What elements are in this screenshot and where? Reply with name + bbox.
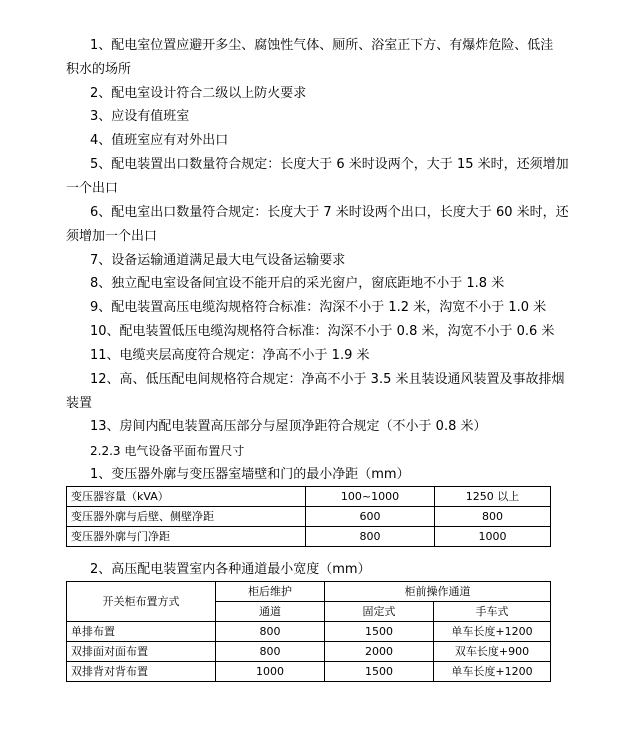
requirement-12: 12、高、低压配电间规格符合规定：净高不小于 3.5 米且装设通风装置及事故排烟	[90, 372, 565, 387]
table-cell: 单排布置	[67, 622, 216, 642]
requirement-4: 4、值班室应有对外出口	[90, 133, 229, 148]
table-cell: 柜前操作通道	[325, 582, 551, 602]
table2-caption: 2、高压配电装置室内各种通道最小宽度（mm）	[90, 562, 371, 577]
switchgear-aisle-table	[66, 581, 551, 682]
table-cell: 变压器容量（kVA）	[67, 487, 306, 507]
table-cell: 单车长度+1200	[434, 622, 551, 642]
requirement-5-cont: 一个出口	[66, 181, 119, 196]
table-cell: 600	[306, 507, 435, 527]
table-cell: 1500	[325, 622, 434, 642]
table-cell: 柜后维护	[216, 582, 325, 602]
requirement-6: 6、配电室出口数量符合规定：长度大于 7 米时设两个出口，长度大于 60 米时，还	[90, 205, 569, 220]
table-row	[67, 642, 551, 662]
table-cell: 1000	[216, 662, 325, 682]
requirement-8: 8、独立配电室设备间宜设不能开启的采光窗户，窗底距地不小于 1.8 米	[90, 276, 505, 291]
table-cell: 2000	[325, 642, 434, 662]
table1-caption: 1、变压器外廓与变压器室墙壁和门的最小净距（mm）	[90, 467, 410, 482]
table-header-row	[67, 582, 551, 602]
table-row	[67, 622, 551, 642]
table-cell: 双排背对背布置	[67, 662, 216, 682]
requirement-12-cont: 装置	[66, 396, 93, 411]
table-cell: 通道	[216, 602, 325, 622]
requirement-7: 7、设备运输通道满足最大电气设备运输要求	[90, 253, 346, 268]
table-row	[67, 507, 551, 527]
table-cell: 800	[216, 622, 325, 642]
requirement-3: 3、应设有值班室	[90, 109, 190, 124]
transformer-clearance-table	[66, 486, 551, 547]
requirement-13: 13、房间内配电装置高压部分与屋顶净距符合规定（不小于 0.8 米）	[90, 419, 487, 434]
table-cell: 800	[216, 642, 325, 662]
table-cell: 800	[306, 527, 435, 547]
table-cell: 变压器外廓与后壁、侧壁净距	[67, 507, 306, 527]
table-cell: 100~1000	[306, 487, 435, 507]
table-header-row	[67, 487, 551, 507]
requirement-5: 5、配电装置出口数量符合规定：长度大于 6 米时设两个，大于 15 米时，还须增加	[90, 157, 569, 172]
table-cell: 开关柜布置方式	[67, 582, 216, 622]
table-row	[67, 662, 551, 682]
table-cell: 单车长度+1200	[434, 662, 551, 682]
table-cell: 1500	[325, 662, 434, 682]
table-cell: 手车式	[434, 602, 551, 622]
requirement-1: 1、配电室位置应避开多尘、腐蚀性气体、厕所、浴室正下方、有爆炸危险、低洼	[90, 38, 554, 53]
table-cell: 1250 以上	[435, 487, 551, 507]
requirement-1-cont: 积水的场所	[66, 62, 132, 77]
table-row	[67, 527, 551, 547]
requirement-9: 9、配电装置高压电缆沟规格符合标准：沟深不小于 1.2 米，沟宽不小于 1.0 米	[90, 300, 547, 315]
table-cell: 固定式	[325, 602, 434, 622]
table-cell: 800	[435, 507, 551, 527]
table-cell: 1000	[435, 527, 551, 547]
table-cell: 双排面对面布置	[67, 642, 216, 662]
requirement-10: 10、配电装置低压电缆沟规格符合标准：沟深不小于 0.8 米，沟宽不小于 0.6 米	[90, 324, 555, 339]
requirement-2: 2、配电室设计符合二级以上防火要求	[90, 86, 307, 101]
requirement-11: 11、电缆夹层高度符合规定：净高不小于 1.9 米	[90, 348, 370, 363]
requirement-6-cont: 须增加一个出口	[66, 229, 158, 244]
table-cell: 变压器外廓与门净距	[67, 527, 306, 547]
table-cell: 双车长度+900	[434, 642, 551, 662]
section-heading: 2.2.3 电气设备平面布置尺寸	[90, 444, 245, 458]
